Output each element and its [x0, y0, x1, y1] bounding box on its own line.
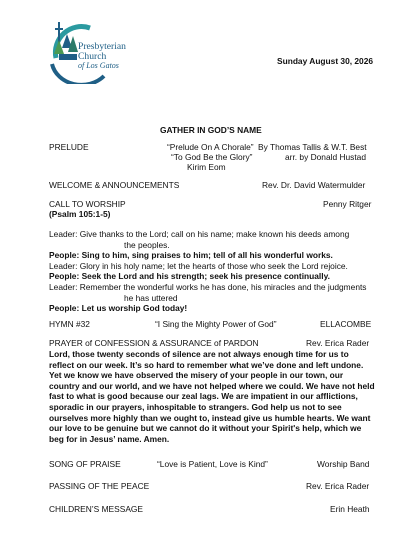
- litany-line: Leader: Give thanks to the Lord; call on his name; make known his deeds among: [49, 229, 350, 239]
- prelude-composer-1: By Thomas Tallis & W.T. Best: [258, 142, 367, 152]
- hymn-tune: ELLACOMBE: [320, 319, 372, 329]
- litany-line: he has uttered: [124, 292, 178, 303]
- logo-line-2: Church: [78, 50, 107, 62]
- prayer-line: country and our world, and we have not helped where we could. We have not held: [49, 380, 375, 391]
- song-of-praise-leader: Worship Band: [317, 459, 370, 469]
- call-to-worship-label: CALL TO WORSHIP: [49, 199, 126, 209]
- church-logo: [46, 18, 142, 84]
- prelude-piece-1: “Prelude On A Chorale”: [167, 142, 254, 152]
- prayer-line: beg for in Jesus’ name. Amen.: [49, 433, 170, 444]
- logo-wordmark: [78, 42, 144, 70]
- call-to-worship-reference: (Psalm 105:1-5): [49, 209, 111, 219]
- childrens-message-leader: Erin Heath: [330, 504, 370, 514]
- prelude-performer: Kirim Eom: [187, 162, 226, 172]
- prelude-composer-2: arr. by Donald Hustad: [285, 152, 367, 162]
- prayer-line: reflect on our week. It’s so hard to remember what we’ve done and left undone.: [49, 359, 364, 370]
- prayer-label: PRAYER of CONFESSION & ASSURANCE of PARDON: [49, 338, 259, 348]
- song-of-praise-label: SONG OF PRAISE: [49, 459, 121, 469]
- prayer-line: fast to what is good because our zeal lags. We are impatient in our afflictions,: [49, 391, 358, 402]
- litany-line: Leader: Glory in his holy name; let the hearts of those who seek the Lord rejoice.: [49, 260, 348, 271]
- passing-peace-label: PASSING OF THE PEACE: [49, 481, 150, 491]
- hymn-label: HYMN #32: [49, 319, 90, 329]
- section-title: GATHER IN GOD’S NAME: [160, 125, 262, 135]
- prelude-label: PRELUDE: [49, 142, 89, 152]
- prayer-line: ourselves more highly than we ought to, instead give us humble hearts. We want: [49, 412, 371, 423]
- prayer-line: our love to be genuine but we cannot do it without your Spirit's help, which we: [49, 423, 362, 434]
- logo-line-3: of Los Gatos: [78, 61, 119, 71]
- song-of-praise-title: “Love is Patient, Love is Kind”: [157, 459, 268, 469]
- welcome-leader: Rev. Dr. David Watermulder: [262, 180, 366, 190]
- prayer-text: [49, 349, 379, 444]
- welcome-label: WELCOME & ANNOUNCEMENTS: [49, 180, 180, 190]
- litany-line: Leader: Remember the wonderful works he has done, his miracles and the judgments: [49, 281, 367, 292]
- prayer-leader: Rev. Erica Rader: [306, 338, 370, 348]
- prayer-line: Yet we know we have observed the misery of your people in our town, our: [49, 370, 344, 381]
- litany-line: People: Sing to him, sing praises to him; tell of all his wonderful works.: [49, 250, 333, 261]
- litany-line: People: Let us worship God today!: [49, 303, 188, 314]
- litany-line: People: Seek the Lord and his strength; seek his presence continually.: [49, 271, 330, 282]
- prelude-piece-2: “To God Be the Glory”: [171, 152, 253, 162]
- hymn-title: “I Sing the Mighty Power of God”: [155, 319, 277, 329]
- prayer-line: Lord, those twenty seconds of silence are not always enough time for us to: [49, 349, 349, 359]
- litany-line: the peoples.: [124, 239, 170, 250]
- prayer-line: sporadic in our prayers, inhospitable to strangers. God help us not to see: [49, 401, 342, 412]
- passing-peace-leader: Rev. Erica Rader: [306, 481, 370, 491]
- childrens-message-label: CHILDREN’S MESSAGE: [49, 504, 144, 514]
- logo-line-1: Presbyterian: [78, 41, 126, 52]
- call-to-worship-leader: Penny Ritger: [323, 199, 372, 209]
- litany: [49, 229, 375, 314]
- service-date: Sunday August 30, 2026: [277, 56, 374, 66]
